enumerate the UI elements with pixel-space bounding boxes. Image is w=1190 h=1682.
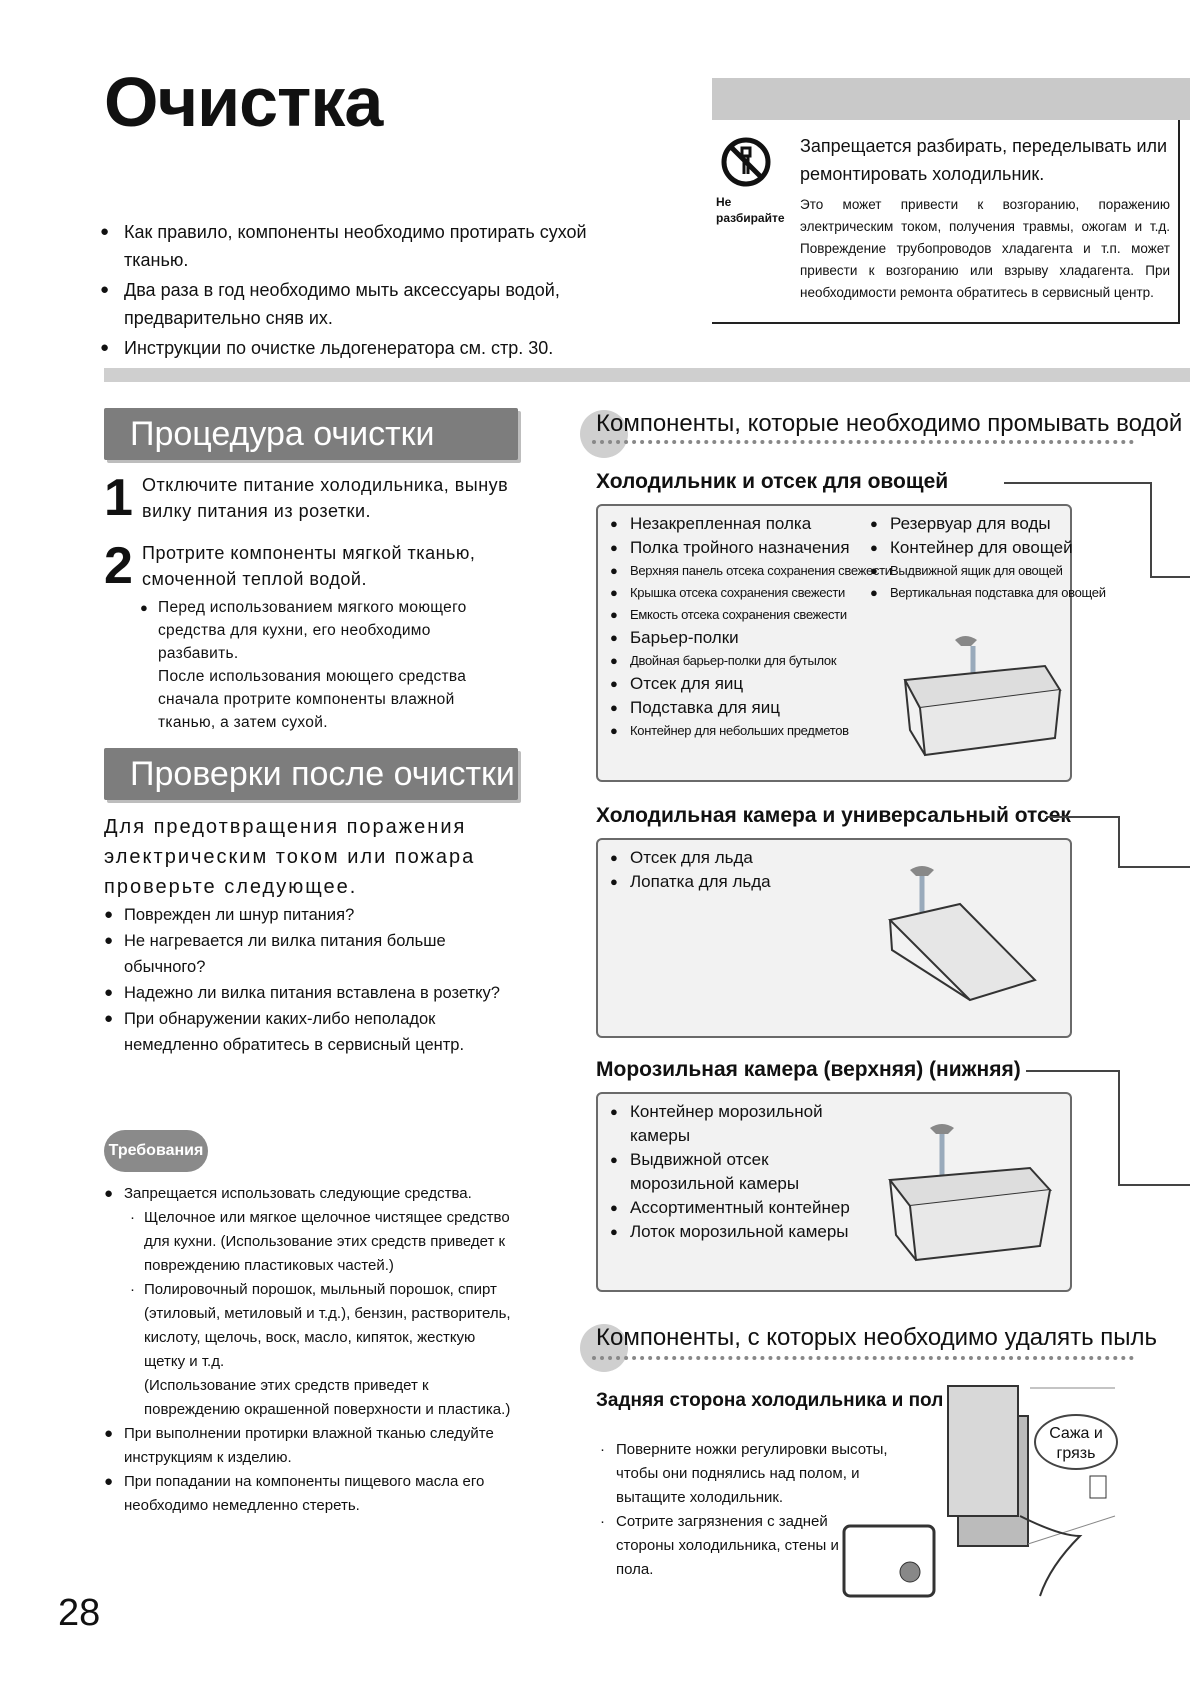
dust-item: · Поверните ножки регулировки высоты, чтобы они поднялись над полом, и вытащите холодильник. — [596, 1438, 906, 1510]
chamber-title: Холодильная камера и универсальный отсек — [596, 804, 1071, 827]
warning-heading: Запрещается разбирать, переделывать или ремонтировать холодильник. — [800, 136, 1168, 184]
requirement-item: ● Запрещается использовать следующие средства. — [104, 1182, 512, 1206]
fridge-item: ● Двойная барьер-полки для бутылок — [610, 650, 860, 672]
freezer-title: Морозильная камера (верхняя) (нижняя) — [596, 1058, 1021, 1081]
check-item: ● Надежно ли вилка питания вставлена в розетку? — [104, 980, 512, 1006]
fridge-item: ● Выдвижной ящик для овощей — [870, 560, 1070, 582]
requirement-item: ● При попадании на компоненты пищевого масла его необходимо немедленно стереть. — [104, 1470, 512, 1518]
drawer-illustration — [895, 630, 1065, 770]
step-1 — [104, 469, 514, 527]
check-item: ● Не нагревается ли вилка питания больше обычного? — [104, 928, 512, 980]
step-2-notes: ● Перед использованием мягкого моющего средства для кухни, его необходимо разбавить. После использования моющего средства сначала протрите компоненты влажной тканью, а затем сухой. — [140, 596, 512, 734]
freezer-item: ● Ассортиментный контейнер — [610, 1196, 860, 1220]
dust-item: · Сотрите загрязнения с задней стороны холодильника, стены и пола. — [596, 1510, 846, 1582]
intro-item: ● Инструкции по очистке льдогенератора см. стр. 30. — [100, 334, 640, 362]
requirements-list — [104, 1182, 512, 1518]
warning-label: Не разбирайте — [716, 195, 785, 225]
step-note: Перед использованием мягкого моющего средства для кухни, его необходимо разбавить. — [158, 599, 467, 662]
leader-line — [1150, 482, 1152, 578]
requirement-subitem: · Полировочный порошок, мыльный порошок, спирт (этиловый, метиловый и т.д.), бензин, растворитель, кислоту, щелочь, воск, масло, кипяток, жесткую щетку и т.д. — [124, 1278, 512, 1374]
freezer-bin-illustration — [880, 1120, 1060, 1280]
requirement-subitem: · Щелочное или мягкое щелочное чистящее средство для кухни. (Использование этих средств приведет к повреждению пластиковых частей.) — [124, 1206, 512, 1278]
fridge-item: ● Контейнер для овощей — [870, 536, 1070, 560]
fridge-item: ● Емкость отсека сохранения свежести — [610, 604, 860, 626]
fridge-left-list — [610, 512, 892, 742]
procedure-heading: Процедура очистки — [104, 408, 518, 460]
fridge-title: Холодильник и отсек для овощей — [596, 470, 949, 493]
chamber-item: ● Отсек для льда — [610, 846, 910, 870]
fridge-back-illustration — [840, 1376, 1120, 1606]
dust-bubble: Сажа и грязь — [1034, 1414, 1118, 1470]
check-item: ● При обнаружении каких-либо неполадок немедленно обратитесь в сервисный центр. — [104, 1006, 512, 1058]
leader-line — [1046, 816, 1118, 818]
fridge-item: ● Отсек для яиц — [610, 672, 860, 696]
checks-heading: Проверки после очистки — [104, 748, 518, 800]
ice-bin-illustration — [870, 860, 1050, 1010]
intro-item: ● Два раза в год необходимо мыть аксессуары водой, предварительно сняв их. — [100, 276, 640, 332]
fridge-item: ● Незакрепленная полка — [610, 512, 860, 536]
warning-header-bar — [712, 78, 1190, 120]
fridge-right-list — [870, 512, 1106, 604]
requirement-item: ● При выполнении протирки влажной тканью следуйте инструкциям к изделию. — [104, 1422, 512, 1470]
leader-line — [1004, 482, 1150, 484]
dust-heading: Компоненты, с которых необходимо удалять пыль — [596, 1324, 1158, 1351]
leader-line — [1026, 1070, 1120, 1072]
freezer-item: ● Лоток морозильной камеры — [610, 1220, 860, 1244]
freezer-item: ● Контейнер морозильной камеры — [610, 1100, 860, 1148]
no-disassemble-icon — [720, 136, 772, 188]
step-note: После использования моющего средства сначала протрите компоненты влажной тканью, а затем сухой. — [158, 668, 467, 731]
fridge-item: ● Полка тройного назначения — [610, 536, 860, 560]
fridge-item: ● Контейнер для небольших предметов — [610, 720, 860, 742]
leader-line — [1118, 866, 1190, 868]
fridge-item: ● Вертикальная подставка для овощей — [870, 582, 1070, 604]
warning-text: Это может привести к возгоранию, поражению электрическим током, получения травмы, ожогам и т.д. Повреждение трубопроводов хладагента и т.п. может привести к возгоранию или взрыву хладагента. При необходимости ремонта обратитесь в сервисный центр. — [800, 197, 1170, 300]
step-2 — [104, 537, 514, 595]
step-number: 2 — [104, 537, 133, 595]
step-text: Протрите компоненты мягкой тканью, смоченной теплой водой. — [142, 543, 476, 589]
leader-line — [1118, 816, 1120, 868]
fridge-item: ● Резервуар для воды — [870, 512, 1070, 536]
checks-intro: Для предотвращения поражения электрическим током или пожара проверьте следующее. — [104, 816, 476, 898]
checks-list — [104, 902, 512, 1058]
intro-list — [100, 218, 640, 364]
leader-line — [1118, 1184, 1190, 1186]
leader-line — [1150, 576, 1190, 578]
intro-item: ● Как правило, компоненты необходимо протирать сухой тканью. — [100, 218, 640, 274]
dotted-rule — [592, 1356, 1134, 1360]
fridge-item: ● Крышка отсека сохранения свежести — [610, 582, 860, 604]
page-title: Очистка — [104, 63, 383, 141]
leader-line — [1118, 1070, 1120, 1186]
requirement-subnote: (Использование этих средств приведет к повреждению окрашенной поверхности и пластика.) — [144, 1377, 511, 1418]
check-item: ● Поврежден ли шнур питания? — [104, 902, 512, 928]
dotted-rule — [592, 440, 1134, 444]
step-number: 1 — [104, 469, 133, 527]
chamber-item: ● Лопатка для льда — [610, 870, 910, 894]
page-number: 28 — [58, 1592, 101, 1634]
dust-title: Задняя сторона холодильника и пол — [596, 1390, 944, 1411]
wash-heading: Компоненты, которые необходимо промывать водой — [596, 410, 1183, 437]
freezer-list — [610, 1100, 880, 1244]
freezer-item: ● Выдвижной отсек морозильной камеры — [610, 1148, 860, 1196]
fridge-item: ● Барьер-полки — [610, 626, 860, 650]
chamber-list — [610, 846, 910, 894]
fridge-item: ● Подставка для яиц — [610, 696, 860, 720]
requirements-badge: Требования — [104, 1130, 208, 1172]
step-text: Отключите питание холодильника, вынув вилку питания из розетки. — [142, 475, 509, 521]
section-divider — [104, 368, 1190, 382]
fridge-item: ● Верхняя панель отсека сохранения свежести — [610, 560, 860, 582]
